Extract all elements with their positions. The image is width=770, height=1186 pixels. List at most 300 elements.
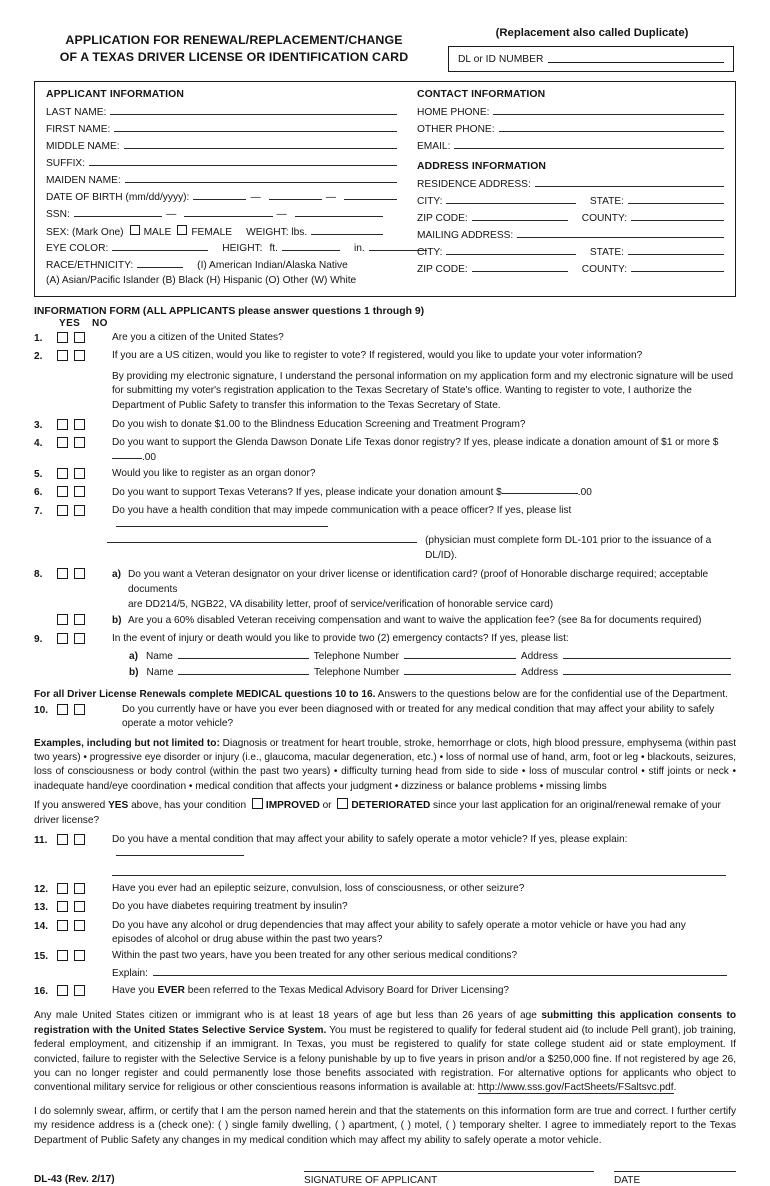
question-14-number: 14. bbox=[34, 920, 49, 932]
other-phone-input[interactable] bbox=[499, 123, 724, 132]
question-8b-yes-cell[interactable] bbox=[57, 613, 74, 630]
dob-day-input[interactable] bbox=[269, 191, 322, 200]
question-13-yes-checkbox[interactable] bbox=[57, 901, 68, 912]
race-ethnicity-label: RACE/ETHNICITY: bbox=[46, 260, 134, 271]
question-11-number: 11. bbox=[34, 835, 48, 847]
dl-or-id-number-input[interactable] bbox=[548, 54, 724, 63]
question-1-row bbox=[34, 331, 736, 348]
field-sex-weight[interactable] bbox=[46, 225, 397, 242]
question-13-yes-cell[interactable] bbox=[57, 900, 74, 917]
ssn-part1-input[interactable] bbox=[74, 208, 162, 217]
question-7-text-cell bbox=[107, 504, 736, 534]
question-9-row bbox=[34, 632, 736, 649]
question-2-yes-checkbox[interactable] bbox=[57, 350, 68, 361]
question-4-text-cell bbox=[107, 436, 736, 466]
question-16-text-post: been referred to the Texas Medical Advisory Board for Driver Licensing? bbox=[184, 984, 510, 996]
signature-rule[interactable] bbox=[304, 1171, 594, 1172]
mailing-city-input[interactable] bbox=[446, 246, 575, 255]
question-2-text: If you are a US citizen, would you like to register to vote? If registered, would you like to update your voter information? bbox=[112, 350, 643, 362]
medical-examples-text: Diagnosis or treatment for heart trouble, stroke, hemorrhage or clots, high blood pressure, emphysema (within past two years) • progressive eye disorder or injury (i.e., glaucoma, macular degeneration, etc.) • loss of normal use of hand, arm, foot or leg • blackouts, seizures, loss of consciousness or body control (within the past two years) • difficulty turning head from side to side • loss of muscular control • stiff joints or neck • inadequate hand/eye coordination • medical condition that affects your judgment • dizziness or balance problems • missing limbs bbox=[34, 737, 736, 792]
question-8b-text-cell bbox=[107, 613, 736, 628]
question-8a-continuation bbox=[112, 597, 736, 612]
improved-prefix: If you answered bbox=[34, 800, 109, 812]
residence-county-input[interactable] bbox=[631, 212, 724, 221]
field-middle-name[interactable] bbox=[46, 140, 397, 157]
field-residence-address[interactable] bbox=[417, 178, 724, 195]
voter-registration-note: By providing my electronic signature, I understand the personal information on my application form and my electronic signature will be used for submitting my voter's registration application to the Texas Secretary of State's office. Wanting to register to vote, I authorize the Department of Public Safety to transfer this information to the Texas Secretary of State. bbox=[112, 370, 734, 411]
home-phone-label: HOME PHONE: bbox=[417, 107, 490, 118]
improved-mid-text: above, has your condition bbox=[128, 800, 249, 812]
field-mailing-city-state[interactable] bbox=[417, 246, 724, 263]
field-residence-zip-county[interactable] bbox=[417, 212, 724, 229]
emergency-contact-a-name-label: Name bbox=[145, 651, 173, 663]
maiden-name-label: MAIDEN NAME: bbox=[46, 175, 121, 186]
question-8b-number-spacer bbox=[34, 613, 57, 614]
ssn-separator-2: — bbox=[276, 209, 287, 220]
question-14-yes-cell[interactable] bbox=[57, 919, 74, 936]
question-13-no-checkbox[interactable] bbox=[74, 901, 85, 912]
emergency-contact-b-name-label: Name bbox=[146, 667, 174, 679]
question-1-yes-checkbox[interactable] bbox=[57, 332, 68, 343]
question-13-number: 13. bbox=[34, 902, 49, 914]
address-information-heading: ADDRESS INFORMATION bbox=[417, 161, 547, 172]
information-form-section bbox=[34, 306, 736, 1149]
weight-label: WEIGHT: lbs. bbox=[246, 227, 308, 238]
suffix-label: SUFFIX: bbox=[46, 158, 86, 169]
question-11-explain-input-line2[interactable] bbox=[112, 867, 726, 876]
question-15-no-checkbox[interactable] bbox=[74, 950, 85, 961]
question-7-no-checkbox[interactable] bbox=[74, 505, 85, 516]
middle-name-label: MIDDLE NAME: bbox=[46, 141, 120, 152]
question-16-yes-cell[interactable] bbox=[57, 984, 74, 1001]
question-12-yes-checkbox[interactable] bbox=[57, 883, 68, 894]
question-4-row bbox=[34, 436, 736, 466]
question-11-explain-line2-row bbox=[34, 864, 736, 882]
question-16-text-cell bbox=[107, 984, 736, 998]
mailing-city-label: CITY: bbox=[417, 247, 443, 258]
page-title-line1: APPLICATION FOR RENEWAL/REPLACEMENT/CHANGE bbox=[65, 33, 403, 47]
selective-service-part1: Any male United States citizen or immigrant who is at least 18 years of age but less than 26 years of age bbox=[34, 1010, 542, 1022]
question-8b-row bbox=[34, 613, 736, 630]
question-15-number: 15. bbox=[34, 950, 49, 962]
question-8a-text-cell bbox=[107, 567, 736, 612]
question-11-explain-input[interactable] bbox=[116, 847, 244, 856]
question-16-ever-word: EVER bbox=[157, 984, 185, 996]
question-7-note-row bbox=[34, 534, 736, 563]
form-title-block bbox=[34, 26, 434, 66]
residence-address-input[interactable] bbox=[535, 178, 724, 187]
improved-or-text: or bbox=[319, 800, 335, 812]
question-15-yes-cell[interactable] bbox=[57, 949, 74, 966]
question-8b-no-cell[interactable] bbox=[74, 613, 107, 630]
residence-zip-input[interactable] bbox=[472, 212, 568, 221]
question-7-condition-input-line2[interactable] bbox=[107, 534, 417, 543]
emergency-contact-b-address-label: Address bbox=[521, 667, 559, 679]
question-14-row bbox=[34, 919, 736, 948]
question-15-text: Within the past two years, have you been treated for any other serious medical conditions? bbox=[112, 949, 518, 961]
question-8b-text: Are you a 60% disabled Veteran receiving compensation and want to waive the application fee? (see 8a for documents required) bbox=[128, 615, 702, 627]
question-16-number: 16. bbox=[34, 985, 49, 997]
question-6-text: Do you want to support Texas Veterans? If yes, please indicate your donation amount $ bbox=[112, 487, 502, 499]
question-8a-no-checkbox[interactable] bbox=[74, 568, 85, 579]
improved-deteriorated-row bbox=[34, 798, 736, 828]
field-race-ethnicity[interactable] bbox=[46, 259, 397, 274]
question-3-no-cell[interactable] bbox=[74, 418, 107, 435]
no-column-header: NO bbox=[92, 318, 108, 329]
question-6-yes-checkbox[interactable] bbox=[57, 486, 68, 497]
question-2-yes-cell[interactable] bbox=[57, 349, 74, 366]
emergency-contact-a-phone-input[interactable] bbox=[404, 650, 516, 659]
duplicate-note: (Replacement also called Duplicate) bbox=[495, 27, 689, 39]
residence-zip-label: ZIP CODE: bbox=[417, 213, 468, 224]
question-1-text: Are you a citizen of the United States? bbox=[112, 332, 284, 343]
maiden-name-input[interactable] bbox=[125, 174, 397, 183]
question-6-text-suffix: .00 bbox=[577, 487, 592, 499]
emergency-contact-b-address-input[interactable] bbox=[563, 666, 731, 675]
question-7-row bbox=[34, 504, 736, 534]
mailing-zip-input[interactable] bbox=[472, 263, 568, 272]
emergency-contact-a-letter: a) bbox=[129, 651, 138, 663]
information-form-title: INFORMATION FORM (ALL APPLICANTS please answer questions 1 through 9) bbox=[34, 306, 425, 317]
question-9-text: In the event of injury or death would you like to provide two (2) emergency contacts? If yes, please list: bbox=[112, 632, 569, 644]
dl-or-id-number-box[interactable] bbox=[448, 46, 734, 72]
question-10-no-checkbox[interactable] bbox=[74, 704, 85, 715]
selective-service-bold: submitting this application consents to registration with the United States Selective Service System. bbox=[34, 1010, 736, 1036]
question-15-explain-label: Explain: bbox=[112, 967, 148, 979]
home-phone-input[interactable] bbox=[493, 106, 724, 115]
ssn-label: SSN: bbox=[46, 209, 70, 220]
question-11-text: Do you have a mental condition that may affect your ability to safely operate a motor vehicle? If yes, please explain: bbox=[112, 834, 628, 846]
mailing-address-label: MAILING ADDRESS: bbox=[417, 230, 514, 241]
field-date-of-birth[interactable] bbox=[46, 191, 397, 208]
residence-state-label: STATE: bbox=[589, 196, 624, 207]
question-2-number: 2. bbox=[34, 351, 43, 363]
contact-information-heading: CONTACT INFORMATION bbox=[417, 89, 546, 100]
question-13-row bbox=[34, 900, 736, 917]
ssn-part3-input[interactable] bbox=[295, 208, 383, 217]
height-feet-input[interactable] bbox=[282, 242, 340, 251]
dob-year-input[interactable] bbox=[344, 191, 397, 200]
emergency-contact-a-row bbox=[34, 650, 736, 666]
field-suffix[interactable] bbox=[46, 157, 397, 174]
question-11-text-cell bbox=[107, 833, 736, 863]
question-7-yes-checkbox[interactable] bbox=[57, 505, 68, 516]
question-10-number: 10. bbox=[34, 705, 49, 717]
question-4-no-cell[interactable] bbox=[74, 436, 107, 453]
form-id-label: DL-43 (Rev. 2/17) bbox=[34, 1173, 115, 1185]
question-4-text: Do you want to support the Glenda Dawson Donate Life Texas donor registry? If yes, please indicate a donation amount of $1 or more $ bbox=[112, 437, 719, 448]
sex-female-label: FEMALE bbox=[191, 227, 233, 238]
sex-male-label: MALE bbox=[143, 227, 172, 238]
email-input[interactable] bbox=[454, 140, 724, 149]
mailing-state-label: STATE: bbox=[589, 247, 624, 258]
medical-heading-rest: Answers to the questions below are for the confidential use of the Department. bbox=[375, 689, 728, 701]
question-8a-letter: a) bbox=[112, 569, 121, 581]
yes-column-header: YES bbox=[59, 318, 81, 329]
question-6-text-cell bbox=[107, 485, 736, 500]
question-13-text: Do you have diabetes requiring treatment by insulin? bbox=[112, 901, 348, 913]
race-note-american-indian: (I) American Indian/Alaska Native bbox=[197, 260, 348, 271]
question-5-row bbox=[34, 467, 736, 484]
dob-separator-1: — bbox=[250, 192, 261, 203]
emergency-contact-a-name-input[interactable] bbox=[178, 650, 309, 659]
question-5-yes-cell[interactable] bbox=[57, 467, 74, 484]
question-5-yes-checkbox[interactable] bbox=[57, 468, 68, 479]
question-5-text: Would you like to register as an organ donor? bbox=[112, 467, 316, 479]
mailing-county-label: COUNTY: bbox=[581, 264, 628, 275]
emergency-contact-b-phone-label: Telephone Number bbox=[313, 667, 400, 679]
form-header bbox=[0, 0, 770, 72]
question-4-number: 4. bbox=[34, 438, 43, 449]
emergency-contact-b-phone-input[interactable] bbox=[404, 666, 516, 675]
question-14-text: Do you have any alcohol or drug dependencies that may affect your ability to safely operate a motor vehicle or have you had any episodes of alcohol or drug abuse within the past two years? bbox=[112, 919, 686, 946]
mailing-address-input[interactable] bbox=[517, 229, 724, 238]
emergency-contact-a-phone-label: Telephone Number bbox=[313, 651, 399, 663]
dl-number-block bbox=[434, 26, 736, 72]
question-4-text-suffix: .00 bbox=[142, 452, 157, 464]
question-8-number: 8. bbox=[34, 569, 43, 581]
question-6-no-checkbox[interactable] bbox=[74, 486, 85, 497]
dob-month-input[interactable] bbox=[193, 191, 246, 200]
question-8b-block bbox=[112, 613, 736, 628]
question-10-row bbox=[34, 703, 736, 732]
selective-service-url[interactable]: http://www.sss.gov/FactSheets/FSaltsvc.pdf bbox=[477, 1082, 674, 1094]
question-9-no-cell[interactable] bbox=[74, 632, 107, 649]
question-9-yes-cell[interactable] bbox=[57, 632, 74, 649]
question-10-yes-cell[interactable] bbox=[57, 703, 74, 720]
applicant-contact-box bbox=[34, 81, 736, 297]
question-2-row bbox=[34, 349, 736, 366]
race-ethnicity-input[interactable] bbox=[137, 259, 183, 268]
question-3-text: Do you wish to donate $1.00 to the Blindness Education Screening and Treatment Program? bbox=[112, 418, 526, 430]
applicant-information-section bbox=[35, 89, 407, 288]
mailing-county-input[interactable] bbox=[631, 263, 724, 272]
last-name-label: LAST NAME: bbox=[46, 107, 107, 118]
question-16-no-cell[interactable] bbox=[74, 984, 107, 1001]
question-11-no-cell[interactable] bbox=[74, 833, 107, 850]
question-10-no-cell[interactable] bbox=[74, 703, 107, 720]
question-14-no-checkbox[interactable] bbox=[74, 920, 85, 931]
emergency-contact-a-address-input[interactable] bbox=[563, 650, 731, 659]
date-label: DATE bbox=[614, 1174, 641, 1186]
residence-state-input[interactable] bbox=[628, 195, 724, 204]
field-home-phone[interactable] bbox=[417, 106, 724, 123]
question-9-no-checkbox[interactable] bbox=[74, 633, 85, 644]
question-10-text: Do you currently have or have you ever been diagnosed with or treated for any medical condition that may affect your ability to safely operate a motor vehicle? bbox=[122, 704, 715, 730]
question-7-no-cell[interactable] bbox=[74, 504, 107, 521]
question-11-no-checkbox[interactable] bbox=[74, 834, 85, 845]
question-6-yes-cell[interactable] bbox=[57, 485, 74, 502]
question-16-row bbox=[34, 984, 736, 1001]
question-12-no-cell[interactable] bbox=[74, 882, 107, 899]
question-10-yes-checkbox[interactable] bbox=[57, 704, 68, 715]
oath-paragraph: I do solemnly swear, affirm, or certify that I am the person named herein and that the statements on this information form are true and correct. I further certify my residence address is a (check one): ( ) single family dwelling, ( ) apartment, ( ) motel, ( ) temporary shelter. I agree to immediately report to the Texas Department of Public Safety any changes in my medical condition which may affect my ability to safely operate a motor vehicle. bbox=[34, 1105, 736, 1146]
question-9-number: 9. bbox=[34, 633, 43, 645]
emergency-contact-b-letter: b) bbox=[129, 667, 139, 679]
question-3-row bbox=[34, 418, 736, 435]
race-code-legend: (A) Asian/Pacific Islander (B) Black (H) Hispanic (O) Other (W) White bbox=[46, 275, 357, 286]
middle-name-input[interactable] bbox=[124, 140, 397, 149]
question-12-no-checkbox[interactable] bbox=[74, 883, 85, 894]
question-3-no-checkbox[interactable] bbox=[74, 419, 85, 430]
field-mailing-zip-county[interactable] bbox=[417, 263, 724, 280]
question-8b-letter: b) bbox=[112, 615, 122, 627]
selective-service-paragraph bbox=[34, 1009, 736, 1095]
sex-female-checkbox[interactable] bbox=[177, 225, 187, 235]
weight-input[interactable] bbox=[311, 226, 383, 235]
selective-service-part3: . bbox=[673, 1082, 677, 1094]
first-name-label: FIRST NAME: bbox=[46, 124, 111, 135]
question-6-row bbox=[34, 485, 736, 502]
question-6-amount-input[interactable] bbox=[502, 485, 578, 494]
medical-section-heading bbox=[34, 689, 736, 700]
page-title-line2: OF A TEXAS DRIVER LICENSE OR IDENTIFICATION CARD bbox=[59, 50, 409, 64]
form-footer bbox=[34, 1171, 736, 1186]
question-5-no-checkbox[interactable] bbox=[74, 468, 85, 479]
question-13-no-cell[interactable] bbox=[74, 900, 107, 917]
question-4-yes-cell[interactable] bbox=[57, 436, 74, 453]
question-3-number: 3. bbox=[34, 419, 43, 431]
question-8b-no-checkbox[interactable] bbox=[74, 614, 85, 625]
question-15-yes-checkbox[interactable] bbox=[57, 950, 68, 961]
question-7-text: Do you have a health condition that may impede communication with a peace officer? If yes, please list bbox=[112, 504, 572, 516]
question-8a-yes-cell[interactable] bbox=[57, 567, 74, 584]
field-last-name[interactable] bbox=[46, 106, 397, 123]
date-of-birth-label: DATE OF BIRTH (mm/dd/yyyy): bbox=[46, 192, 190, 203]
question-12-number: 12. bbox=[34, 883, 49, 895]
question-16-no-checkbox[interactable] bbox=[74, 985, 85, 996]
yes-no-column-headers bbox=[34, 318, 736, 329]
question-6-number: 6. bbox=[34, 487, 43, 499]
residence-city-input[interactable] bbox=[446, 195, 575, 204]
question-7-yes-cell[interactable] bbox=[57, 504, 74, 521]
question-12-yes-cell[interactable] bbox=[57, 882, 74, 899]
field-other-phone[interactable] bbox=[417, 123, 724, 140]
applicant-information-heading: APPLICANT INFORMATION bbox=[46, 89, 185, 100]
sex-male-checkbox[interactable] bbox=[130, 225, 140, 235]
field-residence-city-state[interactable] bbox=[417, 195, 724, 212]
question-7-physician-note: (physician must complete form DL-101 prior to the issuance of a DL/ID). bbox=[425, 535, 712, 561]
field-email[interactable] bbox=[417, 140, 724, 157]
question-11-row bbox=[34, 833, 736, 863]
date-block[interactable] bbox=[594, 1171, 736, 1186]
improved-suffix: since your last application for an original/renewal remake of your driver license? bbox=[34, 800, 721, 827]
ssn-separator-1: — bbox=[166, 209, 177, 220]
question-2-no-checkbox[interactable] bbox=[74, 350, 85, 361]
question-15-explain-row bbox=[34, 967, 736, 984]
question-8a-no-cell[interactable] bbox=[74, 567, 107, 584]
suffix-input[interactable] bbox=[89, 157, 397, 166]
question-4-no-checkbox[interactable] bbox=[74, 437, 85, 448]
question-8a-block bbox=[112, 567, 736, 597]
field-ssn[interactable] bbox=[46, 208, 397, 225]
question-4-amount-input[interactable] bbox=[112, 450, 142, 459]
residence-address-label: RESIDENCE ADDRESS: bbox=[417, 179, 531, 190]
residence-city-label: CITY: bbox=[417, 196, 443, 207]
question-14-yes-checkbox[interactable] bbox=[57, 920, 68, 931]
question-3-yes-cell[interactable] bbox=[57, 418, 74, 435]
first-name-input[interactable] bbox=[114, 123, 397, 132]
question-8a-letter-spacer bbox=[112, 597, 128, 612]
signature-label: SIGNATURE OF APPLICANT bbox=[304, 1174, 438, 1186]
ssn-part2-input[interactable] bbox=[184, 208, 272, 217]
question-16-text-pre: Have you bbox=[112, 984, 158, 996]
question-5-number: 5. bbox=[34, 468, 43, 480]
eye-color-label: EYE COLOR: bbox=[46, 243, 109, 254]
medical-examples-label: Examples, including but not limited to: bbox=[34, 737, 220, 749]
other-phone-label: OTHER PHONE: bbox=[417, 124, 495, 135]
eye-color-input[interactable] bbox=[112, 242, 208, 251]
question-7-condition-input[interactable] bbox=[116, 518, 328, 527]
question-1-yes-cell[interactable] bbox=[57, 331, 74, 348]
dl-or-id-number-label: DL or ID NUMBER bbox=[458, 53, 544, 65]
field-mailing-address[interactable] bbox=[417, 229, 724, 246]
question-12-text: Have you ever had an epileptic seizure, convulsion, loss of consciousness, or other seizure? bbox=[112, 882, 525, 894]
height-label: HEIGHT: bbox=[222, 243, 263, 254]
question-15-row bbox=[34, 949, 736, 966]
question-8a-yes-checkbox[interactable] bbox=[57, 568, 68, 579]
height-inches-label: in. bbox=[353, 243, 365, 254]
selective-service-part2: You must be registered to qualify for federal student aid (to include Pell grant), job training, federal employment, and citizenship if an immigrant. In Texas, you must be registered to qualify for state college student aid or state employment. If convicted, failure to register with the Selective Service is a felony punishable by up to five years in prison and/or a $250,000 fine. If not registered by age 26, you can no longer register and could permanently lose those benefits associated with registration. For alternative options for applicants who object to conventional military service for religious or other conscientious reasons information is available at: bbox=[34, 1024, 736, 1094]
question-15-explain-input[interactable] bbox=[153, 967, 727, 976]
question-2-no-cell[interactable] bbox=[74, 349, 107, 366]
improved-checkbox[interactable] bbox=[252, 798, 263, 809]
emergency-contact-b-name-input[interactable] bbox=[178, 666, 309, 675]
height-feet-label: ft. bbox=[269, 243, 278, 254]
question-11-yes-cell[interactable] bbox=[57, 833, 74, 850]
question-8a-text: Do you want a Veteran designator on your driver license or identification card? (proof of Honorable discharge required; acceptable documents bbox=[128, 569, 709, 596]
field-first-name[interactable] bbox=[46, 123, 397, 140]
date-rule[interactable] bbox=[614, 1171, 736, 1172]
question-1-number: 1. bbox=[34, 333, 43, 344]
question-1-no-checkbox[interactable] bbox=[74, 332, 85, 343]
question-15-no-cell[interactable] bbox=[74, 949, 107, 966]
question-5-no-cell[interactable] bbox=[74, 467, 107, 484]
medical-examples-paragraph bbox=[34, 737, 736, 794]
question-14-no-cell[interactable] bbox=[74, 919, 107, 936]
last-name-input[interactable] bbox=[110, 106, 397, 115]
field-maiden-name[interactable] bbox=[46, 174, 397, 191]
residence-county-label: COUNTY: bbox=[581, 213, 628, 224]
mailing-state-input[interactable] bbox=[628, 246, 724, 255]
signature-block[interactable] bbox=[304, 1171, 594, 1186]
question-1-no-cell[interactable] bbox=[74, 331, 107, 348]
email-label: EMAIL: bbox=[417, 141, 451, 152]
question-8a-text-cont: are DD214/5, NGB22, VA disability letter, proof of service/verification of honorable service card) bbox=[128, 599, 554, 611]
field-eye-color-height[interactable] bbox=[46, 242, 397, 259]
contact-information-section bbox=[407, 89, 735, 288]
mailing-zip-label: ZIP CODE: bbox=[417, 264, 468, 275]
sex-label: SEX: (Mark One) bbox=[46, 227, 124, 238]
question-8b-yes-checkbox[interactable] bbox=[57, 614, 68, 625]
question-8-row bbox=[34, 567, 736, 612]
deteriorated-label: DETERIORATED bbox=[351, 800, 431, 812]
emergency-contact-a-address-label: Address bbox=[520, 651, 558, 663]
improved-label: IMPROVED bbox=[265, 800, 320, 812]
dob-separator-2: — bbox=[325, 192, 336, 203]
emergency-contact-b-row bbox=[34, 666, 736, 682]
improved-yes-word: YES bbox=[108, 800, 129, 812]
deteriorated-checkbox[interactable] bbox=[337, 798, 348, 809]
question-3-yes-checkbox[interactable] bbox=[57, 419, 68, 430]
question-4-yes-checkbox[interactable] bbox=[57, 437, 68, 448]
question-16-yes-checkbox[interactable] bbox=[57, 985, 68, 996]
question-11-yes-checkbox[interactable] bbox=[57, 834, 68, 845]
question-9-yes-checkbox[interactable] bbox=[57, 633, 68, 644]
medical-heading-bold: For all Driver License Renewals complete MEDICAL questions 10 to 16. bbox=[34, 689, 376, 701]
question-6-no-cell[interactable] bbox=[74, 485, 107, 502]
question-7-number: 7. bbox=[34, 505, 43, 517]
